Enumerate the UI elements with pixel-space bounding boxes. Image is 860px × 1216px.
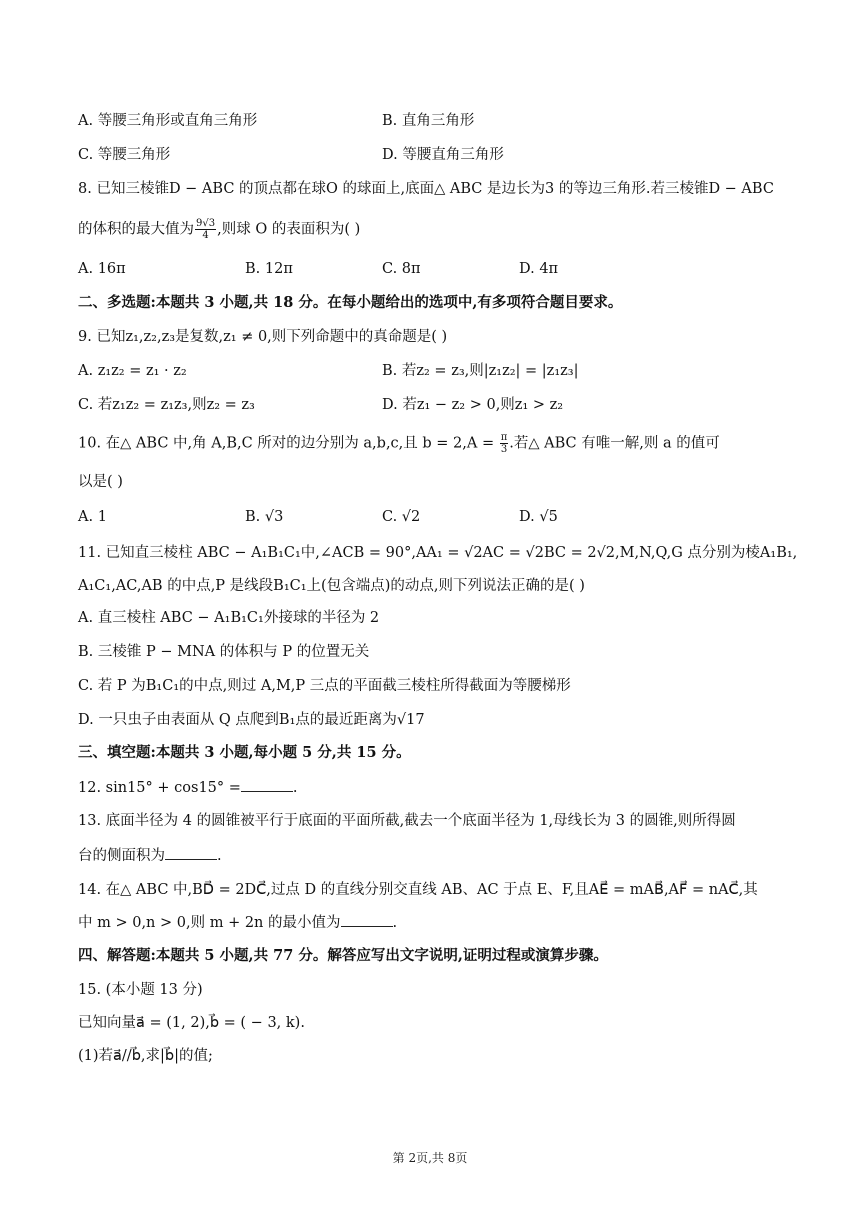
q8-stem-line1: 8. 已知三棱锥D − ABC 的顶点都在球O 的球面上,底面△ ABC 是边长为3 的等边三角形.若三棱锥D − ABC bbox=[78, 181, 774, 197]
q13-text: 台的侧面积为 bbox=[78, 848, 165, 864]
q10-frac-denominator: 3 bbox=[500, 444, 508, 455]
q11-stem-line2: A₁C₁,AC,AB 的中点,P 是线段B₁C₁上(包含端点)的动点,则下列说法正确的是( ) bbox=[78, 578, 585, 594]
q12-answer-blank[interactable] bbox=[241, 777, 293, 792]
q14-stem-line1: 14. 在△ ABC 中,BD⃗ = 2DC⃗,过点 D 的直线分别交直线 AB、AC 于点 E、F,且AE⃗ = mAB⃗,AF⃗ = nAC⃗,其 bbox=[78, 882, 758, 898]
q7-option-c: C. 等腰三角形 bbox=[78, 147, 171, 163]
q9-option-a: A. z₁z₂ = z₁ · z₂ bbox=[78, 363, 187, 379]
q15-given: 已知向量a⃗ = (1, 2),b⃗ = ( − 3, k). bbox=[78, 1015, 305, 1031]
q12-tail: . bbox=[292, 780, 298, 796]
q8-line2-tail: ,则球 O 的表面积为( ) bbox=[217, 221, 361, 238]
q10-line1-tail: .若△ ABC 有唯一解,则 a 的值可 bbox=[509, 435, 720, 452]
q8-option-c: C. 8π bbox=[382, 261, 421, 277]
q10-stem-line2: 以是( ) bbox=[78, 474, 123, 490]
q10-option-c: C. √2 bbox=[382, 509, 421, 525]
q14-stem-line2 bbox=[78, 912, 397, 933]
q13-tail: . bbox=[217, 848, 222, 864]
q10-frac-numerator: π bbox=[500, 432, 508, 443]
q10-option-a: A. 1 bbox=[78, 509, 107, 525]
q8-line2-text: 的体积的最大值为 bbox=[78, 221, 194, 238]
q11-option-a: A. 直三棱柱 ABC − A₁B₁C₁外接球的半径为 2 bbox=[78, 610, 380, 626]
q7-option-b: B. 直角三角形 bbox=[382, 113, 475, 129]
q14-tail: . bbox=[392, 915, 398, 931]
q15-part1: (1)若a⃗//b⃗,求|b⃗|的值; bbox=[78, 1048, 213, 1064]
q13-answer-blank[interactable] bbox=[165, 845, 217, 860]
q9-option-c: C. 若z₁z₂ = z₁z₃,则z₂ = z₃ bbox=[78, 397, 255, 413]
q13-stem-line2 bbox=[78, 845, 222, 866]
q8-option-b: B. 12π bbox=[245, 261, 293, 277]
q7-option-d: D. 等腰直角三角形 bbox=[382, 147, 504, 163]
q11-stem-line1: 11. 已知直三棱柱 ABC − A₁B₁C₁中,∠ACB = 90°,AA₁ = √2AC = √2BC = 2√2,M,N,Q,G 点分别为棱A₁B₁, bbox=[78, 545, 798, 561]
q8-fraction bbox=[195, 218, 216, 241]
q9-option-d: D. 若z₁ − z₂ > 0,则z₁ > z₂ bbox=[382, 397, 564, 413]
q7-option-a: A. 等腰三角形或直角三角形 bbox=[78, 113, 258, 129]
q11-option-c: C. 若 P 为B₁C₁的中点,则过 A,M,P 三点的平面截三棱柱所得截面为等腰梯形 bbox=[78, 678, 571, 694]
q10-option-d: D. √5 bbox=[519, 509, 558, 525]
section-fill-blank-heading: 三、填空题:本题共 3 小题,每小题 5 分,共 15 分。 bbox=[78, 744, 411, 761]
q8-option-d: D. 4π bbox=[519, 261, 559, 277]
section-solution-heading: 四、解答题:本题共 5 小题,共 77 分。解答应写出文字说明,证明过程或演算步骤。 bbox=[78, 947, 608, 964]
q10-line1-text: 10. 在△ ABC 中,角 A,B,C 所对的边分别为 a,b,c,且 b = 2,A = bbox=[78, 435, 499, 452]
q13-stem-line1: 13. 底面半径为 4 的圆锥被平行于底面的平面所截,截去一个底面半径为 1,母线长为 3 的圆锥,则所得圆 bbox=[78, 813, 736, 829]
q8-frac-numerator: 9√3 bbox=[196, 218, 216, 229]
q10-option-b: B. √3 bbox=[245, 509, 284, 525]
section-multiple-choice-heading: 二、多选题:本题共 3 小题,共 18 分。在每小题给出的选项中,有多项符合题目要求。 bbox=[78, 294, 623, 311]
q12-stem bbox=[78, 777, 298, 798]
page-footer: 第 2页,共 8页 bbox=[392, 1151, 468, 1165]
q11-option-b: B. 三棱锥 P − MNA 的体积与 P 的位置无关 bbox=[78, 644, 370, 660]
q11-option-d: D. 一只虫子由表面从 Q 点爬到B₁点的最近距离为√17 bbox=[78, 712, 425, 728]
q10-fraction bbox=[500, 432, 509, 455]
q14-text: 中 m > 0,n > 0,则 m + 2n 的最小值为 bbox=[78, 915, 341, 931]
q15-header: 15. (本小题 13 分) bbox=[78, 982, 203, 998]
q8-frac-denominator: 4 bbox=[202, 230, 209, 241]
q8-option-a: A. 16π bbox=[78, 261, 126, 277]
q9-stem: 9. 已知z₁,z₂,z₃是复数,z₁ ≠ 0,则下列命题中的真命题是( ) bbox=[78, 329, 448, 345]
q12-text: 12. sin15° + cos15° = bbox=[78, 780, 241, 796]
q14-answer-blank[interactable] bbox=[341, 912, 393, 927]
q9-option-b: B. 若z₂ = z₃,则|z₁z₂| = |z₁z₃| bbox=[382, 363, 579, 379]
q10-stem-line1 bbox=[78, 432, 720, 455]
q8-stem-line2 bbox=[78, 218, 360, 241]
